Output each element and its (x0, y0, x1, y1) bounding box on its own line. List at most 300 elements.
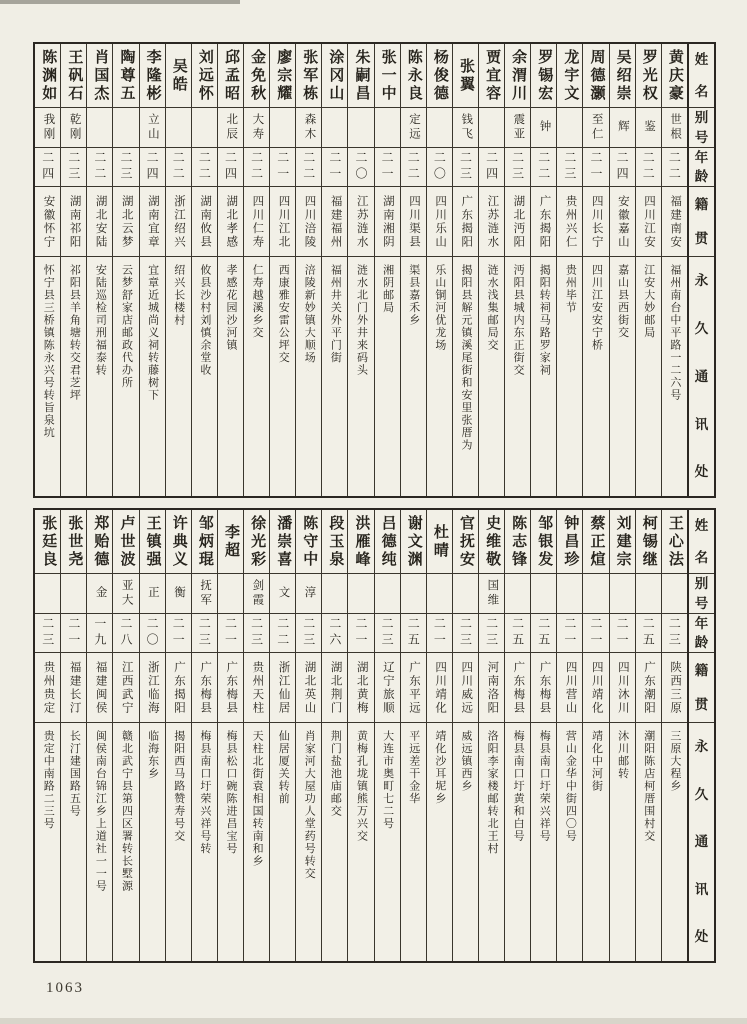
person-age-cell (375, 148, 400, 187)
person-origin: 辽宁旅顺 (381, 660, 394, 715)
person-column (582, 44, 608, 496)
person-address-cell (192, 257, 217, 496)
person-alias-cell (166, 574, 191, 614)
person-age-cell (453, 614, 478, 653)
person-address-cell (453, 723, 478, 961)
person-name: 廖宗耀 (275, 48, 292, 103)
person-origin-cell (87, 187, 112, 257)
person-column (504, 510, 530, 961)
person-origin: 四川渠县 (407, 194, 420, 249)
person-age: 二四 (484, 151, 499, 183)
person-origin-cell (113, 653, 138, 723)
person-age-cell (427, 614, 452, 653)
person-origin-cell (140, 653, 165, 723)
person-name-cell (87, 510, 112, 574)
person-origin-cell (270, 653, 295, 723)
person-address-cell (166, 257, 191, 496)
person-alias: 衡 (173, 586, 185, 601)
person-column (609, 510, 635, 961)
person-column (400, 510, 426, 961)
person-address: 怀宁县三桥镇陈永兴号转旨泉坑 (42, 264, 55, 439)
person-column (374, 44, 400, 496)
person-origin-cell (375, 653, 400, 723)
header-address-label: 永 久 通 讯 处 (694, 273, 709, 480)
person-column (530, 510, 556, 961)
person-column (452, 44, 478, 496)
person-age-cell (166, 614, 191, 653)
person-alias-cell (557, 108, 582, 148)
person-origin: 四川涪陵 (303, 194, 316, 249)
person-age: 二三 (458, 617, 473, 649)
person-origin: 福建福州 (329, 194, 342, 249)
header-alias-label: 别 号 (694, 110, 709, 145)
person-origin-cell (557, 653, 582, 723)
person-age-cell (192, 148, 217, 187)
person-alias-cell (270, 108, 295, 148)
person-address: 仙居厦关转前 (277, 730, 290, 805)
header-name-cell (689, 510, 714, 574)
person-alias-cell (113, 108, 138, 148)
person-address-cell (662, 723, 687, 961)
person-name: 刘远怀 (196, 48, 213, 103)
person-name-cell (348, 44, 373, 108)
person-name-cell (296, 44, 321, 108)
person-age-cell (348, 148, 373, 187)
person-name-cell (505, 510, 530, 574)
person-origin: 四川威远 (460, 660, 473, 715)
person-address-cell (270, 257, 295, 496)
person-alias: 正 (146, 586, 159, 601)
person-age-cell (479, 148, 504, 187)
person-origin-cell (35, 653, 60, 723)
person-address-cell (636, 257, 661, 496)
person-origin: 四川营山 (564, 660, 577, 715)
person-alias-cell (636, 574, 661, 614)
person-name-cell (531, 44, 556, 108)
person-name: 陈渊如 (40, 48, 57, 103)
person-age-cell (270, 148, 295, 187)
header-origin-cell (689, 653, 714, 723)
person-alias-cell (662, 574, 687, 614)
person-name-cell (166, 44, 191, 108)
person-age-cell (375, 614, 400, 653)
person-origin-cell (427, 187, 452, 257)
header-address-cell (689, 723, 714, 961)
person-age: 二四 (223, 151, 238, 183)
person-origin: 湖南宜章 (146, 194, 159, 249)
person-address: 沐川邮转 (616, 730, 629, 780)
person-address-cell (296, 257, 321, 496)
person-origin: 湖北英山 (303, 660, 316, 715)
person-alias-cell (192, 108, 217, 148)
person-name-cell (636, 44, 661, 108)
person-origin: 安徽怀宁 (42, 194, 55, 249)
person-address-cell (35, 257, 60, 496)
person-column (504, 44, 530, 496)
person-name: 王矾石 (66, 48, 83, 103)
person-address-cell (322, 723, 347, 961)
person-address-cell (610, 257, 635, 496)
person-age-cell (87, 614, 112, 653)
header-age-cell (689, 148, 714, 187)
person-age: 二二 (249, 151, 264, 183)
person-age-cell (244, 148, 269, 187)
person-age-cell (662, 614, 687, 653)
person-origin-cell (636, 187, 661, 257)
person-alias-cell (375, 574, 400, 614)
person-origin-cell (166, 187, 191, 257)
person-name-cell (244, 44, 269, 108)
person-address: 大连市奥町七二号 (381, 730, 394, 830)
person-column (609, 44, 635, 496)
person-origin-cell (61, 187, 86, 257)
person-origin: 湖北孝感 (225, 194, 238, 249)
person-alias-cell (348, 108, 373, 148)
person-alias-cell (244, 574, 269, 614)
person-name-cell (662, 44, 687, 108)
person-age: 二三 (40, 617, 55, 649)
person-name: 王镇强 (144, 514, 161, 569)
person-origin-cell (557, 187, 582, 257)
person-address-cell (348, 257, 373, 496)
person-name-cell (557, 510, 582, 574)
person-age: 二三 (510, 151, 525, 183)
person-address-cell (427, 257, 452, 496)
person-alias: 至仁 (590, 113, 603, 142)
person-column (139, 44, 165, 496)
person-age: 二一 (562, 617, 577, 649)
person-age-cell (557, 614, 582, 653)
person-name-cell (192, 44, 217, 108)
person-name: 罗锡宏 (536, 48, 553, 103)
person-origin: 湖北沔阳 (512, 194, 525, 249)
person-origin-cell (218, 187, 243, 257)
header-age-label: 年 龄 (694, 615, 709, 650)
person-origin: 浙江绍兴 (173, 194, 185, 249)
person-name: 周德灏 (588, 48, 605, 103)
person-alias: 我刚 (42, 113, 55, 142)
person-address-cell (244, 257, 269, 496)
person-name-cell (270, 510, 295, 574)
person-name: 刘建宗 (614, 514, 631, 569)
person-address: 靖化沙耳坭乡 (433, 730, 446, 805)
header-column (687, 44, 714, 496)
person-address: 孝感花园沙河镇 (224, 264, 237, 352)
person-origin-cell (218, 653, 243, 723)
person-address: 渠县嘉禾乡 (407, 264, 420, 327)
person-age: 二三 (249, 617, 264, 649)
person-address: 梅县南口圩荣兴祥号转 (198, 730, 211, 855)
person-address: 贵州毕节 (564, 264, 577, 314)
person-origin: 福建南安 (669, 194, 682, 249)
header-alias-cell (689, 574, 714, 614)
person-address: 乐山铜河优龙场 (433, 264, 446, 352)
person-origin: 四川江北 (277, 194, 290, 249)
person-address: 涟水浅集邮局交 (486, 264, 499, 352)
header-name-label: 姓 名 (694, 518, 709, 565)
person-column (321, 510, 347, 961)
person-origin-cell (113, 187, 138, 257)
person-origin-cell (662, 653, 687, 723)
person-name-cell (35, 510, 60, 574)
person-column (165, 510, 191, 961)
person-origin: 湖北荆门 (329, 660, 342, 715)
person-column (347, 44, 373, 496)
person-name-cell (218, 44, 243, 108)
person-address: 肖家河大屋功人堂药号转交 (303, 730, 316, 880)
person-address-cell (662, 257, 687, 496)
person-age-cell (427, 148, 452, 187)
person-origin: 贵州天柱 (251, 660, 264, 715)
person-origin: 福建长汀 (68, 660, 81, 715)
person-column (139, 510, 165, 961)
person-age: 二三 (119, 151, 134, 183)
directory-table-top (33, 42, 716, 498)
person-name: 张一中 (379, 48, 396, 103)
person-column (321, 44, 347, 496)
person-alias-cell (140, 108, 165, 148)
person-alias: 抚军 (199, 579, 212, 608)
page-number: 1063 (46, 980, 84, 996)
person-age: 一九 (92, 617, 107, 649)
person-address: 祁阳县羊角塘转交君芝坪 (68, 264, 81, 402)
person-name: 邱孟昭 (222, 48, 239, 103)
person-address-cell (401, 723, 426, 961)
person-column (295, 44, 321, 496)
person-address: 涪陵新妙镇大顺场 (303, 264, 316, 364)
person-age: 二五 (406, 617, 421, 649)
person-origin: 湖北安陆 (94, 194, 107, 249)
person-column (530, 44, 556, 496)
person-address-cell (218, 257, 243, 496)
person-age: 二二 (171, 151, 186, 183)
person-age-cell (610, 148, 635, 187)
person-address: 长汀建国路五号 (68, 730, 81, 818)
person-name-cell (610, 44, 635, 108)
person-name-cell (270, 44, 295, 108)
person-name: 蔡正煊 (588, 514, 605, 569)
header-address-cell (689, 257, 714, 496)
person-age: 二〇 (354, 151, 369, 183)
person-name-cell (427, 44, 452, 108)
person-address: 三原大程乡 (668, 730, 681, 793)
person-age-cell (113, 614, 138, 653)
person-name: 徐光彩 (249, 514, 266, 569)
person-address-cell (87, 257, 112, 496)
person-name-cell (87, 44, 112, 108)
person-name-cell (375, 44, 400, 108)
person-age-cell (401, 614, 426, 653)
person-alias-cell (636, 108, 661, 148)
person-age: 二二 (536, 151, 551, 183)
person-name: 陈永良 (405, 48, 422, 103)
person-name-cell (218, 510, 243, 574)
person-name-cell (427, 510, 452, 574)
person-name: 王心法 (666, 514, 683, 569)
person-address: 涟水北门外井来码头 (355, 264, 368, 377)
person-name-cell (531, 510, 556, 574)
person-origin-cell (505, 187, 530, 257)
person-name: 柯锡继 (640, 514, 657, 569)
person-address-cell (531, 723, 556, 961)
person-origin: 湖南攸县 (199, 194, 212, 249)
person-address-cell (270, 723, 295, 961)
person-name: 卢世波 (118, 514, 135, 569)
person-alias: 森木 (303, 113, 316, 142)
person-name-cell (166, 510, 191, 574)
person-age: 二三 (66, 151, 81, 183)
person-origin-cell (244, 187, 269, 257)
person-alias-cell (87, 574, 112, 614)
header-origin-label: 籍 贯 (694, 196, 709, 246)
person-name: 潘崇喜 (275, 514, 292, 569)
person-origin-cell (348, 187, 373, 257)
person-address: 潮阳陈店柯厝围村交 (642, 730, 655, 843)
person-address: 临海东乡 (146, 730, 159, 780)
person-name: 罗光权 (640, 48, 657, 103)
person-alias-cell (322, 108, 347, 148)
person-address: 湘阴邮局 (381, 264, 394, 314)
person-origin-cell (401, 653, 426, 723)
person-age-cell (270, 614, 295, 653)
person-origin: 贵州贵定 (42, 660, 55, 715)
person-address: 四川江安安宁桥 (590, 264, 603, 352)
person-name-cell (610, 510, 635, 574)
person-origin: 四川靖化 (434, 660, 447, 715)
person-origin: 湖北云梦 (120, 194, 133, 249)
person-origin: 江苏涟水 (486, 194, 499, 249)
person-address-cell (479, 723, 504, 961)
person-address-cell (35, 723, 60, 961)
scan-edge-artifact (0, 1018, 747, 1024)
person-alias-cell (610, 108, 635, 148)
header-origin-label: 籍 贯 (694, 662, 709, 712)
person-age-cell (505, 148, 530, 187)
person-name: 史维敬 (484, 514, 501, 569)
person-age: 二三 (667, 617, 682, 649)
person-alias: 钟 (538, 120, 551, 135)
person-name: 张廷良 (40, 514, 57, 569)
person-age: 二一 (589, 617, 603, 649)
person-alias-cell (296, 574, 321, 614)
person-address: 攸县沙村刘慎余堂收 (198, 264, 211, 377)
person-origin: 四川乐山 (434, 194, 447, 249)
person-name-cell (401, 510, 426, 574)
person-name-cell (113, 510, 138, 574)
person-origin: 陕西三原 (669, 660, 682, 715)
person-origin-cell (322, 187, 347, 257)
person-name-cell (479, 510, 504, 574)
person-address: 江安大妙邮局 (642, 264, 655, 339)
person-alias-cell (557, 574, 582, 614)
person-origin: 浙江临海 (146, 660, 159, 715)
person-age-cell (531, 148, 556, 187)
person-column (60, 44, 86, 496)
person-address-cell (557, 723, 582, 961)
person-alias: 金 (94, 586, 107, 601)
person-column (191, 510, 217, 961)
person-origin: 四川沐川 (616, 660, 629, 715)
person-age-cell (244, 614, 269, 653)
person-origin-cell (296, 653, 321, 723)
person-age-cell (87, 148, 112, 187)
person-age: 二一 (589, 151, 603, 183)
person-age: 二一 (66, 617, 81, 649)
person-alias: 鉴 (642, 120, 655, 135)
person-origin: 广东揭阳 (538, 194, 551, 249)
person-address-cell (218, 723, 243, 961)
person-name-cell (583, 44, 608, 108)
person-alias-cell (427, 574, 452, 614)
person-alias-cell (270, 574, 295, 614)
person-age-cell (61, 148, 86, 187)
person-address: 揭阳转祠马路罗家祠 (538, 264, 551, 377)
person-age: 二二 (275, 617, 290, 649)
person-age-cell (453, 148, 478, 187)
person-address: 天柱北街袁相国转南和乡 (251, 730, 264, 868)
person-age: 二一 (327, 151, 342, 183)
person-name: 张翼 (457, 57, 474, 94)
person-address: 福州井关外平门街 (329, 264, 342, 364)
person-origin: 四川仁寿 (251, 194, 264, 249)
person-alias-cell (479, 108, 504, 148)
person-address-cell (61, 257, 86, 496)
person-name-cell (375, 510, 400, 574)
person-origin-cell (531, 653, 556, 723)
person-address-cell (583, 723, 608, 961)
person-name: 李超 (222, 523, 239, 560)
person-age: 二一 (171, 617, 186, 649)
person-age-cell (505, 614, 530, 653)
person-origin-cell (505, 653, 530, 723)
person-alias-cell (505, 574, 530, 614)
scan-edge-artifact (0, 0, 240, 4)
person-name-cell (140, 510, 165, 574)
person-age-cell (636, 148, 661, 187)
person-origin-cell (296, 187, 321, 257)
header-origin-cell (689, 187, 714, 257)
person-origin-cell (244, 653, 269, 723)
person-address: 西康雅安雷公坪交 (277, 264, 290, 364)
header-address-label: 永 久 通 讯 处 (694, 739, 709, 945)
header-name-label: 姓 名 (694, 52, 709, 99)
person-age-cell (348, 614, 373, 653)
person-address-cell (87, 723, 112, 961)
person-age: 二一 (432, 617, 447, 649)
person-origin-cell (192, 187, 217, 257)
person-column (635, 44, 661, 496)
person-alias-cell (401, 574, 426, 614)
person-column (112, 510, 138, 961)
person-age-cell (662, 148, 687, 187)
person-age: 二五 (510, 617, 525, 649)
person-column (295, 510, 321, 961)
person-address: 黄梅孔垅镇熊万兴交 (355, 730, 368, 843)
person-name-cell (35, 44, 60, 108)
person-address: 仁寿越溪乡交 (251, 264, 264, 339)
person-name: 许典义 (170, 514, 187, 569)
person-age: 二一 (223, 617, 238, 649)
person-alias-cell (401, 108, 426, 148)
person-alias-cell (583, 108, 608, 148)
person-origin-cell (166, 653, 191, 723)
person-address: 梅县南口圩黄和白号 (512, 730, 525, 843)
person-address: 云梦舒家店邮政代办所 (120, 264, 133, 389)
person-age-cell (531, 614, 556, 653)
person-name-cell (61, 510, 86, 574)
person-alias-cell (505, 108, 530, 148)
person-age: 二三 (301, 617, 316, 649)
